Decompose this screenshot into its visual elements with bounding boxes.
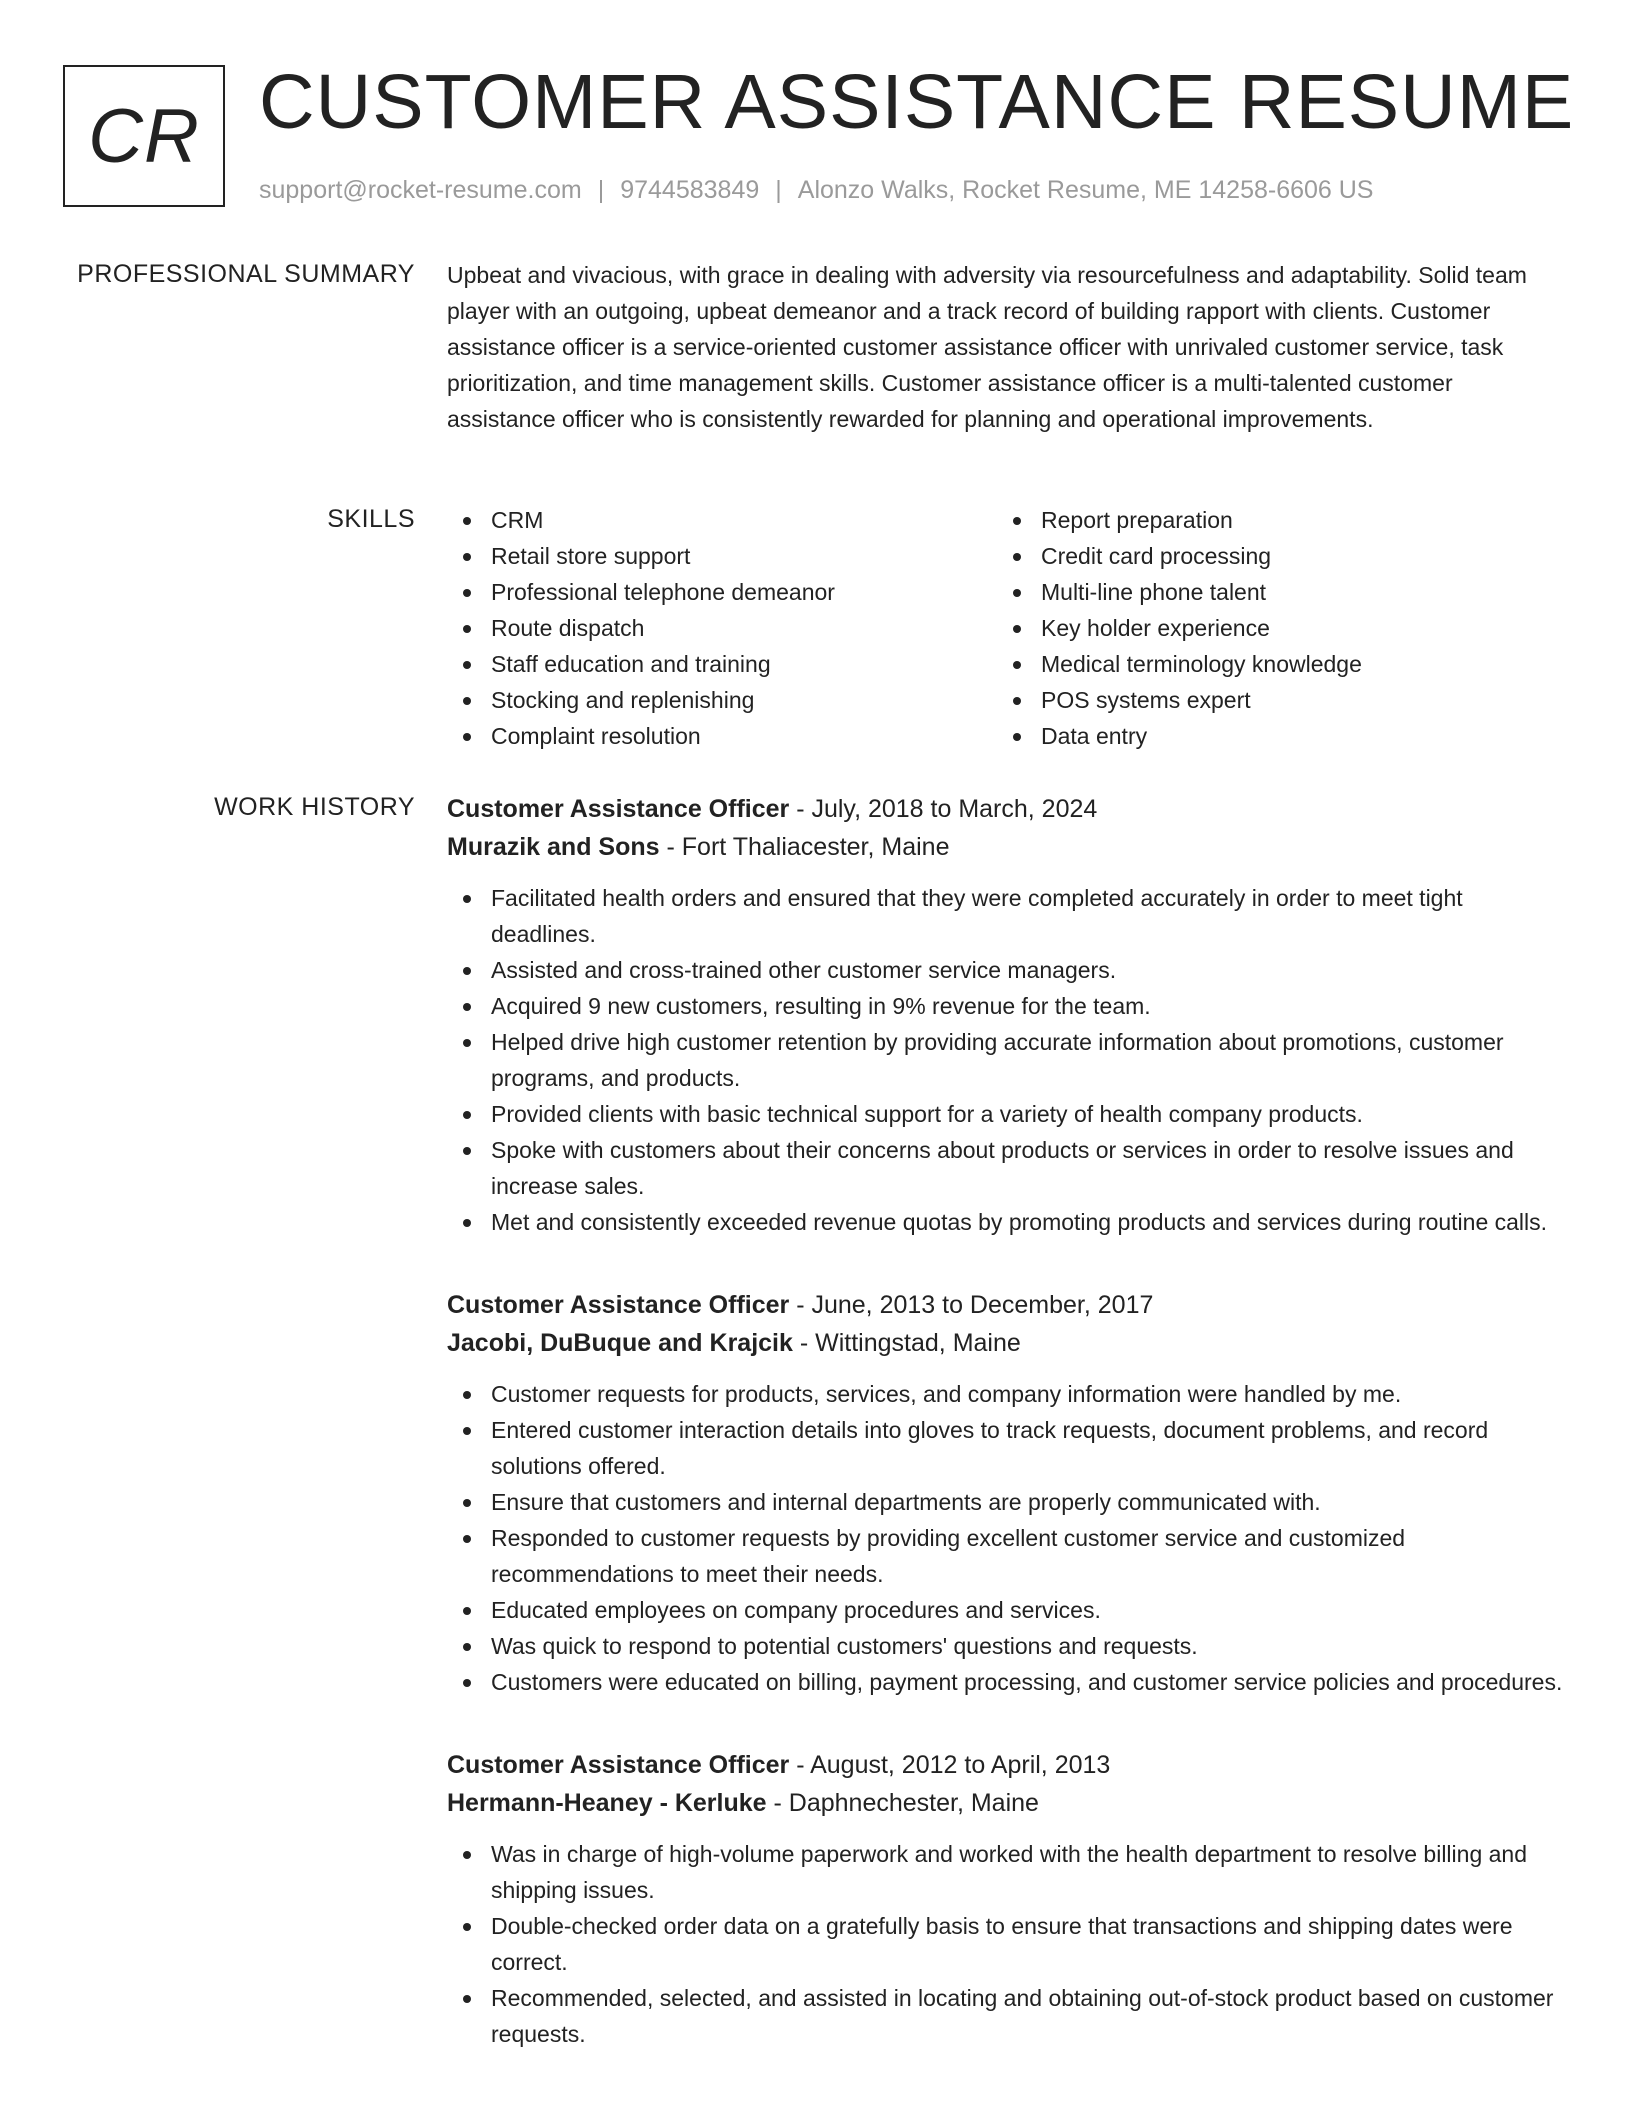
skills-grid — [447, 502, 1567, 754]
skill-item: Retail store support — [447, 538, 997, 574]
contact-address: Alonzo Walks, Rocket Resume, ME 14258-6606 US — [797, 176, 1374, 204]
job-bullet: Spoke with customers about their concerns about products or services in order to resolve issues and increase sales. — [447, 1132, 1567, 1204]
skill-item: POS systems expert — [997, 682, 1547, 718]
job-company-line — [447, 1324, 1567, 1362]
contact-line — [259, 174, 1374, 206]
contact-email: support@rocket-resume.com — [259, 176, 582, 204]
job-bullet: Was quick to respond to potential customers' questions and requests. — [447, 1628, 1567, 1664]
job-title-line — [447, 1286, 1567, 1324]
job-company: Hermann-Heaney - Kerluke — [447, 1789, 767, 1817]
skills-column-left — [447, 502, 997, 754]
job-location: - Fort Thaliacester, Maine — [659, 833, 950, 861]
job-bullets — [447, 880, 1567, 1240]
resume-title: CUSTOMER ASSISTANCE RESUME — [259, 59, 1575, 145]
skill-item: Staff education and training — [447, 646, 997, 682]
job-title-line — [447, 1746, 1567, 1784]
monogram-logo — [63, 65, 225, 207]
skill-item: CRM — [447, 502, 997, 538]
contact-phone: 9744583849 — [620, 176, 760, 204]
skill-item: Medical terminology knowledge — [997, 646, 1547, 682]
job-entry — [447, 1746, 1567, 2052]
job-bullet: Customers were educated on billing, payment processing, and customer service policies and procedures. — [447, 1664, 1567, 1700]
skills-section — [447, 502, 1567, 754]
job-dates: - August, 2012 to April, 2013 — [789, 1751, 1111, 1779]
job-bullet: Facilitated health orders and ensured that they were completed accurately in order to meet tight deadlines. — [447, 880, 1567, 952]
job-location: - Daphnechester, Maine — [766, 1789, 1039, 1817]
monogram-text: CR — [88, 93, 200, 179]
job-bullets — [447, 1836, 1567, 2052]
work-history-section — [447, 790, 1567, 2052]
skill-item: Data entry — [997, 718, 1547, 754]
section-label-summary: PROFESSIONAL SUMMARY — [77, 260, 415, 288]
job-bullet: Assisted and cross-trained other customer service managers. — [447, 952, 1567, 988]
job-bullet: Met and consistently exceeded revenue quotas by promoting products and services during routine calls. — [447, 1204, 1567, 1240]
job-dates: - June, 2013 to December, 2017 — [789, 1291, 1154, 1319]
skill-item: Professional telephone demeanor — [447, 574, 997, 610]
job-bullet: Provided clients with basic technical support for a variety of health company products. — [447, 1096, 1567, 1132]
job-location: - Wittingstad, Maine — [792, 1329, 1021, 1357]
job-bullet: Was in charge of high-volume paperwork and worked with the health department to resolve billing and shipping issues. — [447, 1836, 1567, 1908]
job-title: Customer Assistance Officer — [447, 1751, 790, 1779]
job-bullet: Educated employees on company procedures and services. — [447, 1592, 1567, 1628]
skill-item: Key holder experience — [997, 610, 1547, 646]
job-title: Customer Assistance Officer — [447, 795, 790, 823]
skills-column-right — [997, 502, 1547, 754]
job-company-line — [447, 1784, 1567, 1822]
skill-item: Multi-line phone talent — [997, 574, 1547, 610]
job-bullet: Recommended, selected, and assisted in locating and obtaining out-of-stock product based on customer requests. — [447, 1980, 1567, 2052]
summary-text: Upbeat and vivacious, with grace in dealing with adversity via resourcefulness and adaptability. Solid team player with an outgoing, upbeat demeanor and a track record of building rapport with clients. Customer assistance officer is a service-oriented customer assistance officer with unrivaled customer service, task prioritization, and time management skills. Customer assistance officer is a multi-talented customer assistance officer who is consistently rewarded for planning and operational improvements. — [447, 262, 1527, 432]
job-bullet: Customer requests for products, services, and company information were handled by me. — [447, 1376, 1567, 1412]
job-company: Jacobi, DuBuque and Krajcik — [447, 1329, 793, 1357]
job-title-line — [447, 790, 1567, 828]
skill-item: Report preparation — [997, 502, 1547, 538]
section-label-work-history: WORK HISTORY — [214, 793, 415, 821]
job-bullet: Helped drive high customer retention by providing accurate information about promotions, customer programs, and products. — [447, 1024, 1567, 1096]
job-bullet: Ensure that customers and internal departments are properly communicated with. — [447, 1484, 1567, 1520]
skill-item: Credit card processing — [997, 538, 1547, 574]
section-label-skills: SKILLS — [327, 505, 415, 533]
job-bullet: Double-checked order data on a gratefully basis to ensure that transactions and shipping dates were correct. — [447, 1908, 1567, 1980]
contact-separator: | — [775, 176, 782, 204]
job-title: Customer Assistance Officer — [447, 1291, 790, 1319]
job-entry — [447, 1286, 1567, 1700]
job-bullet: Acquired 9 new customers, resulting in 9% revenue for the team. — [447, 988, 1567, 1024]
contact-separator: | — [597, 176, 605, 204]
job-bullets — [447, 1376, 1567, 1700]
job-company: Murazik and Sons — [447, 833, 660, 861]
job-company-line — [447, 828, 1567, 866]
job-bullet: Entered customer interaction details into gloves to track requests, document problems, and record solutions offered. — [447, 1412, 1567, 1484]
summary-section — [447, 257, 1567, 437]
job-dates: - July, 2018 to March, 2024 — [789, 795, 1098, 823]
job-bullet: Responded to customer requests by providing excellent customer service and customized recommendations to meet their needs. — [447, 1520, 1567, 1592]
skill-item: Complaint resolution — [447, 718, 997, 754]
skill-item: Stocking and replenishing — [447, 682, 997, 718]
job-entry — [447, 790, 1567, 1240]
skill-item: Route dispatch — [447, 610, 997, 646]
